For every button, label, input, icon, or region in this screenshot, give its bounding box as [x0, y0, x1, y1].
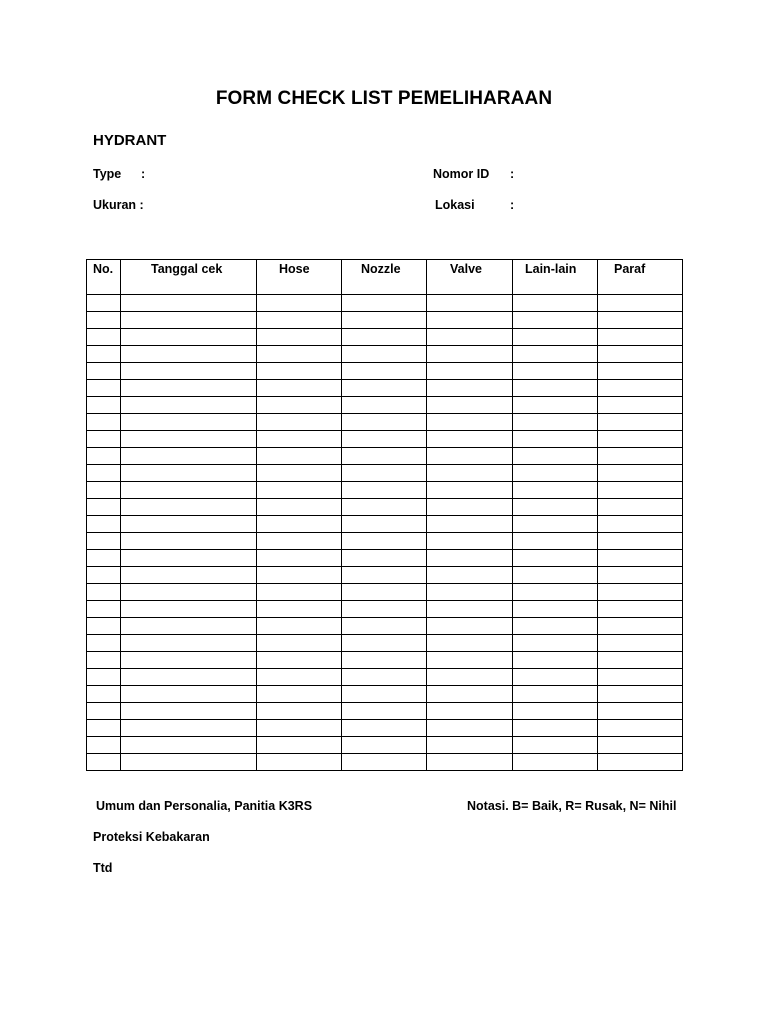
- table-cell[interactable]: [257, 686, 342, 703]
- table-cell[interactable]: [342, 533, 427, 550]
- table-cell[interactable]: [598, 380, 683, 397]
- table-cell[interactable]: [87, 312, 121, 329]
- table-cell[interactable]: [513, 601, 598, 618]
- table-cell[interactable]: [598, 584, 683, 601]
- notation-text: Notasi. B= Baik, R= Rusak, N= Nihil: [467, 799, 677, 813]
- table-row: [87, 703, 683, 720]
- table-cell[interactable]: [257, 618, 342, 635]
- table-row: [87, 397, 683, 414]
- table-cell[interactable]: [121, 380, 257, 397]
- table-body: [87, 295, 683, 771]
- table-cell[interactable]: [121, 482, 257, 499]
- table-cell[interactable]: [121, 669, 257, 686]
- table-cell[interactable]: [87, 329, 121, 346]
- header-valve: Valve: [427, 260, 513, 295]
- table-cell[interactable]: [342, 754, 427, 771]
- table-cell[interactable]: [427, 533, 513, 550]
- table-cell[interactable]: [427, 363, 513, 380]
- table-row: [87, 329, 683, 346]
- table-cell[interactable]: [87, 363, 121, 380]
- table-cell[interactable]: [257, 397, 342, 414]
- table-row: [87, 737, 683, 754]
- table-cell[interactable]: [121, 465, 257, 482]
- table-row: [87, 584, 683, 601]
- form-title: FORM CHECK LIST PEMELIHARAAN: [215, 88, 553, 109]
- table-cell[interactable]: [598, 414, 683, 431]
- table-cell[interactable]: [121, 754, 257, 771]
- header-lain-lain: Lain-lain: [513, 260, 598, 295]
- table-cell[interactable]: [121, 720, 257, 737]
- table-cell[interactable]: [513, 567, 598, 584]
- table-row: [87, 346, 683, 363]
- table-cell[interactable]: [513, 499, 598, 516]
- table-cell[interactable]: [121, 584, 257, 601]
- table-cell[interactable]: [87, 635, 121, 652]
- table-cell[interactable]: [427, 703, 513, 720]
- table-row: [87, 720, 683, 737]
- table-cell[interactable]: [121, 295, 257, 312]
- table-cell[interactable]: [121, 431, 257, 448]
- table-cell[interactable]: [427, 448, 513, 465]
- table-cell[interactable]: [427, 754, 513, 771]
- table-cell[interactable]: [87, 618, 121, 635]
- table-row: [87, 635, 683, 652]
- table-cell[interactable]: [87, 754, 121, 771]
- table-cell[interactable]: [121, 516, 257, 533]
- table-cell[interactable]: [342, 618, 427, 635]
- nomor-id-field: [433, 167, 515, 181]
- table-cell[interactable]: [598, 312, 683, 329]
- table-row: [87, 414, 683, 431]
- table-row: [87, 380, 683, 397]
- table-cell[interactable]: [598, 533, 683, 550]
- table-cell[interactable]: [121, 448, 257, 465]
- type-label: Type: [93, 167, 122, 181]
- table-cell[interactable]: [257, 482, 342, 499]
- table-cell[interactable]: [87, 720, 121, 737]
- table-cell[interactable]: [513, 312, 598, 329]
- table-cell[interactable]: [257, 516, 342, 533]
- table-cell[interactable]: [513, 754, 598, 771]
- signature-label: Ttd: [93, 861, 113, 875]
- table-row: [87, 533, 683, 550]
- table-cell[interactable]: [257, 448, 342, 465]
- table-cell[interactable]: [342, 686, 427, 703]
- table-cell[interactable]: [513, 414, 598, 431]
- table-cell[interactable]: [87, 686, 121, 703]
- table-cell[interactable]: [121, 550, 257, 567]
- table-cell[interactable]: [427, 397, 513, 414]
- table-cell[interactable]: [598, 363, 683, 380]
- table-cell[interactable]: [427, 567, 513, 584]
- table-cell[interactable]: [427, 669, 513, 686]
- table-cell[interactable]: [87, 652, 121, 669]
- header-paraf: Paraf: [598, 260, 683, 295]
- table-cell[interactable]: [342, 346, 427, 363]
- table-cell[interactable]: [342, 465, 427, 482]
- ukuran-field: [93, 198, 144, 212]
- type-field: [93, 167, 146, 181]
- table-cell[interactable]: [257, 754, 342, 771]
- table-cell[interactable]: [598, 550, 683, 567]
- nomor-id-label: Nomor ID: [433, 167, 490, 181]
- table-cell[interactable]: [342, 397, 427, 414]
- table-cell[interactable]: [87, 295, 121, 312]
- table-cell[interactable]: [121, 601, 257, 618]
- table-cell[interactable]: [427, 329, 513, 346]
- table-cell[interactable]: [121, 618, 257, 635]
- nomor-id-colon: :: [510, 167, 515, 181]
- table-cell[interactable]: [598, 346, 683, 363]
- table-cell[interactable]: [87, 346, 121, 363]
- table-row: [87, 601, 683, 618]
- table-cell[interactable]: [121, 703, 257, 720]
- table-cell[interactable]: [257, 312, 342, 329]
- table-cell[interactable]: [257, 414, 342, 431]
- table-cell[interactable]: [121, 397, 257, 414]
- table-cell[interactable]: [257, 499, 342, 516]
- table-cell[interactable]: [513, 737, 598, 754]
- table-row: [87, 686, 683, 703]
- table-cell[interactable]: [513, 346, 598, 363]
- table-cell[interactable]: [513, 397, 598, 414]
- table-row: [87, 567, 683, 584]
- table-cell[interactable]: [342, 720, 427, 737]
- table-cell[interactable]: [342, 737, 427, 754]
- table-cell[interactable]: [342, 567, 427, 584]
- table-cell[interactable]: [598, 567, 683, 584]
- table-row: [87, 499, 683, 516]
- table-cell[interactable]: [513, 465, 598, 482]
- table-cell[interactable]: [427, 414, 513, 431]
- table-cell[interactable]: [427, 516, 513, 533]
- table-cell[interactable]: [257, 533, 342, 550]
- table-cell[interactable]: [257, 584, 342, 601]
- header-no: No.: [87, 260, 121, 295]
- table-cell[interactable]: [342, 669, 427, 686]
- table-cell[interactable]: [257, 380, 342, 397]
- table-cell[interactable]: [513, 482, 598, 499]
- table-cell[interactable]: [87, 431, 121, 448]
- table-cell[interactable]: [87, 448, 121, 465]
- table-cell[interactable]: [342, 499, 427, 516]
- table-cell[interactable]: [427, 584, 513, 601]
- table-cell[interactable]: [513, 618, 598, 635]
- table-row: [87, 295, 683, 312]
- type-colon: :: [141, 167, 146, 181]
- table-cell[interactable]: [87, 516, 121, 533]
- table-cell[interactable]: [257, 465, 342, 482]
- table-cell[interactable]: [598, 720, 683, 737]
- table-row: [87, 465, 683, 482]
- table-cell[interactable]: [342, 431, 427, 448]
- table-cell[interactable]: [598, 618, 683, 635]
- table-cell[interactable]: [257, 601, 342, 618]
- header-nozzle: Nozzle: [342, 260, 427, 295]
- table-cell[interactable]: [513, 550, 598, 567]
- table-cell[interactable]: [342, 295, 427, 312]
- table-cell[interactable]: [87, 601, 121, 618]
- table-cell[interactable]: [427, 601, 513, 618]
- table-cell[interactable]: [598, 482, 683, 499]
- table-cell[interactable]: [121, 414, 257, 431]
- table-cell[interactable]: [598, 448, 683, 465]
- table-cell[interactable]: [598, 516, 683, 533]
- table-cell[interactable]: [342, 550, 427, 567]
- lokasi-field: [435, 198, 515, 212]
- table-cell[interactable]: [87, 499, 121, 516]
- table-cell[interactable]: [87, 414, 121, 431]
- table-cell[interactable]: [598, 737, 683, 754]
- table-cell[interactable]: [121, 686, 257, 703]
- table-cell[interactable]: [513, 448, 598, 465]
- ukuran-label: Ukuran :: [93, 198, 144, 212]
- table-cell[interactable]: [427, 499, 513, 516]
- department-text: Umum dan Personalia, Panitia K3RS: [96, 799, 313, 813]
- table-row: [87, 482, 683, 499]
- table-cell[interactable]: [87, 533, 121, 550]
- table-cell[interactable]: [87, 669, 121, 686]
- table-row: [87, 516, 683, 533]
- table-cell[interactable]: [513, 295, 598, 312]
- table-cell[interactable]: [257, 295, 342, 312]
- table-cell[interactable]: [121, 329, 257, 346]
- table-cell[interactable]: [121, 652, 257, 669]
- table-row: [87, 669, 683, 686]
- table-row: [87, 312, 683, 329]
- table-cell[interactable]: [513, 431, 598, 448]
- table-cell[interactable]: [87, 584, 121, 601]
- table-cell[interactable]: [598, 499, 683, 516]
- table-cell[interactable]: [121, 635, 257, 652]
- table-cell[interactable]: [342, 635, 427, 652]
- table-cell[interactable]: [87, 397, 121, 414]
- table-cell[interactable]: [342, 312, 427, 329]
- table-cell[interactable]: [513, 652, 598, 669]
- table-cell[interactable]: [598, 431, 683, 448]
- table-cell[interactable]: [87, 465, 121, 482]
- table-cell[interactable]: [87, 703, 121, 720]
- table-cell[interactable]: [513, 635, 598, 652]
- table-cell[interactable]: [257, 346, 342, 363]
- table-cell[interactable]: [427, 465, 513, 482]
- table-cell[interactable]: [121, 346, 257, 363]
- table-cell[interactable]: [513, 533, 598, 550]
- table-cell[interactable]: [257, 550, 342, 567]
- table-cell[interactable]: [257, 431, 342, 448]
- table-cell[interactable]: [257, 703, 342, 720]
- table-cell[interactable]: [87, 567, 121, 584]
- table-cell[interactable]: [121, 533, 257, 550]
- table-row: [87, 363, 683, 380]
- table-cell[interactable]: [513, 329, 598, 346]
- lokasi-label: Lokasi: [435, 198, 475, 212]
- table-cell[interactable]: [598, 295, 683, 312]
- table-cell[interactable]: [598, 601, 683, 618]
- table-row: [87, 550, 683, 567]
- table-cell[interactable]: [257, 720, 342, 737]
- table-cell[interactable]: [598, 397, 683, 414]
- table-cell[interactable]: [342, 414, 427, 431]
- table-cell[interactable]: [427, 618, 513, 635]
- table-cell[interactable]: [257, 737, 342, 754]
- table-cell[interactable]: [342, 380, 427, 397]
- table-cell[interactable]: [427, 550, 513, 567]
- table-cell[interactable]: [121, 737, 257, 754]
- table-cell[interactable]: [598, 754, 683, 771]
- table-cell[interactable]: [513, 516, 598, 533]
- table-cell[interactable]: [427, 686, 513, 703]
- table-cell[interactable]: [87, 550, 121, 567]
- table-cell[interactable]: [427, 380, 513, 397]
- table-cell[interactable]: [87, 482, 121, 499]
- table-cell[interactable]: [257, 363, 342, 380]
- table-cell[interactable]: [427, 720, 513, 737]
- table-cell[interactable]: [257, 669, 342, 686]
- checklist-table: [86, 259, 683, 771]
- table-cell[interactable]: [121, 499, 257, 516]
- table-cell[interactable]: [342, 652, 427, 669]
- table-cell[interactable]: [598, 652, 683, 669]
- unit-text: Proteksi Kebakaran: [93, 830, 210, 844]
- table-cell[interactable]: [87, 737, 121, 754]
- table-cell[interactable]: [427, 295, 513, 312]
- table-cell[interactable]: [121, 312, 257, 329]
- table-row: [87, 754, 683, 771]
- table-cell[interactable]: [513, 703, 598, 720]
- table-cell[interactable]: [342, 329, 427, 346]
- header-hose: Hose: [257, 260, 342, 295]
- table-cell[interactable]: [427, 312, 513, 329]
- header-tanggal-cek: Tanggal cek: [121, 260, 257, 295]
- table-cell[interactable]: [598, 329, 683, 346]
- section-label: HYDRANT: [93, 132, 167, 149]
- table-cell[interactable]: [427, 635, 513, 652]
- table-cell[interactable]: [427, 346, 513, 363]
- table-cell[interactable]: [513, 669, 598, 686]
- table-row: [87, 618, 683, 635]
- table-cell[interactable]: [121, 567, 257, 584]
- table-cell[interactable]: [427, 737, 513, 754]
- table-header-row: [87, 260, 683, 295]
- table-cell[interactable]: [513, 380, 598, 397]
- table-row: [87, 652, 683, 669]
- table-cell[interactable]: [427, 482, 513, 499]
- table-cell[interactable]: [257, 635, 342, 652]
- table-cell[interactable]: [513, 686, 598, 703]
- table-cell[interactable]: [598, 703, 683, 720]
- table-cell[interactable]: [598, 686, 683, 703]
- table-cell[interactable]: [598, 465, 683, 482]
- table-cell[interactable]: [598, 669, 683, 686]
- table-cell[interactable]: [342, 482, 427, 499]
- table-cell[interactable]: [513, 363, 598, 380]
- table-cell[interactable]: [257, 329, 342, 346]
- table-cell[interactable]: [257, 567, 342, 584]
- table-row: [87, 448, 683, 465]
- table-cell[interactable]: [121, 363, 257, 380]
- table-cell[interactable]: [513, 720, 598, 737]
- table-cell[interactable]: [257, 652, 342, 669]
- table-cell[interactable]: [342, 448, 427, 465]
- table-cell[interactable]: [427, 431, 513, 448]
- table-row: [87, 431, 683, 448]
- lokasi-colon: :: [510, 198, 515, 212]
- table-cell[interactable]: [513, 584, 598, 601]
- table-cell[interactable]: [87, 380, 121, 397]
- table-cell[interactable]: [342, 584, 427, 601]
- table-cell[interactable]: [342, 516, 427, 533]
- table-cell[interactable]: [342, 363, 427, 380]
- table-cell[interactable]: [342, 601, 427, 618]
- table-cell[interactable]: [598, 635, 683, 652]
- table-cell[interactable]: [427, 652, 513, 669]
- table-cell[interactable]: [342, 703, 427, 720]
